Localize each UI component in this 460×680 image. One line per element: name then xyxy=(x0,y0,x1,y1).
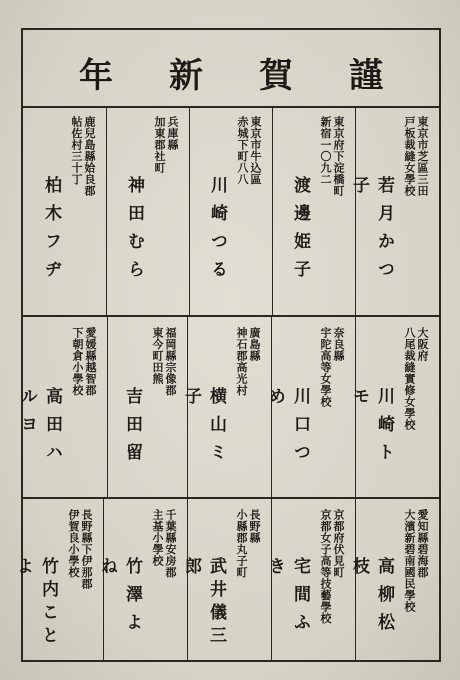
names-row xyxy=(13,499,439,660)
person-name: 若月かつ子 xyxy=(349,176,394,288)
name-cell xyxy=(272,106,355,315)
names-row xyxy=(23,106,439,315)
address-text: 福岡縣宗像郡 東今町田熊 xyxy=(151,327,177,396)
address-text: 鹿兒島縣姶良郡 帖佐村三十丁 xyxy=(70,116,96,197)
person-name: 川崎つる xyxy=(207,176,227,288)
person-name: 川口つめ xyxy=(265,387,310,471)
name-cell xyxy=(181,499,271,660)
address-text: 大阪府 八尾裁縫實修女學校 xyxy=(403,327,429,431)
name-cell xyxy=(17,317,107,497)
address-text: 京都府伏見町 京都女子高等技藝學校 xyxy=(319,509,345,624)
address-text: 東京市牛込區 赤城下町八八 xyxy=(236,116,262,185)
person-name: 武井儀三郎 xyxy=(181,557,226,649)
person-name: 竹澤よね xyxy=(97,557,142,641)
name-cell xyxy=(107,317,187,497)
address-text: 千葉縣安房郡 主基小學校 xyxy=(151,509,177,578)
page-title xyxy=(23,48,439,97)
name-cell xyxy=(349,317,439,497)
title-char: 年 xyxy=(79,56,113,96)
name-cell xyxy=(13,499,103,660)
person-name: 柏木フヂ xyxy=(41,176,61,288)
address-text: 奈良縣 宇陀高等女學校 xyxy=(319,327,345,408)
greeting-frame xyxy=(13,28,441,662)
title-band xyxy=(23,30,439,108)
name-cell xyxy=(97,499,187,660)
address-text: 兵庫縣 加東郡社町 xyxy=(153,116,179,174)
person-name: 神田むら xyxy=(124,176,144,288)
name-cell xyxy=(181,317,271,497)
address-text: 長野縣下伊那郡 伊賀良小學校 xyxy=(67,509,93,590)
address-text: 愛媛縣越智郡 下朝倉小學校 xyxy=(71,327,97,396)
person-name: 川崎トモ xyxy=(349,387,394,471)
name-cell xyxy=(106,106,189,315)
name-cell xyxy=(23,106,106,315)
person-name: 高田ハルヨ xyxy=(17,387,62,471)
person-name: 高柳松枝 xyxy=(349,557,394,641)
title-char: 賀 xyxy=(259,56,293,96)
address-text: 長野縣 小縣郡丸子町 xyxy=(235,509,261,578)
person-name: 竹内ことよ xyxy=(13,557,58,649)
person-name: 横山ミ子 xyxy=(181,387,226,471)
title-char: 新 xyxy=(169,56,203,96)
title-char: 謹 xyxy=(349,56,383,96)
name-cell xyxy=(265,499,355,660)
address-text: 東京府下淀橋町 新宿一〇九二 xyxy=(319,116,345,197)
names-row xyxy=(17,317,439,497)
person-name: 宅間ふき xyxy=(265,557,310,641)
name-cell xyxy=(349,499,439,660)
person-name: 渡邊姫子 xyxy=(290,176,310,288)
address-text: 愛知縣碧海郡 大濱新碧南國民學校 xyxy=(403,509,429,613)
address-text: 東京市芝區三田 戸板裁縫女學校 xyxy=(403,116,429,197)
name-cell xyxy=(265,317,355,497)
name-cell xyxy=(189,106,272,315)
name-cell xyxy=(349,106,439,315)
person-name: 吉田留 xyxy=(122,387,142,471)
address-text: 廣島縣 神石郡高光村 xyxy=(235,327,261,396)
